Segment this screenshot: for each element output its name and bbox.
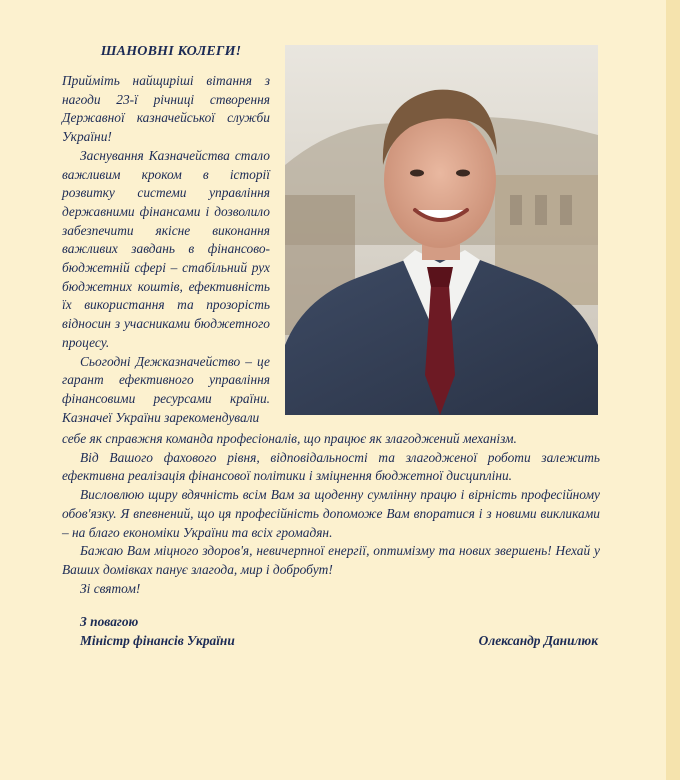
letter-column-text xyxy=(62,72,270,427)
letter-full-text xyxy=(62,430,600,598)
policy-paragraph: Від Вашого фахового рівня, відповідальності та злагодженої роботи залежить ефективна реалізація фінансової політики і зміцнення бюджетної дисципліни. xyxy=(62,449,600,484)
continuation-paragraph: себе як справжня команда професіоналів, що працює як злагоджений механізм. xyxy=(62,431,517,446)
letter-heading: ШАНОВНІ КОЛЕГИ! xyxy=(100,44,242,59)
wishes-paragraph: Бажаю Вам міцного здоров'я, невичерпної енергії, оптимізму та нових звершень! Нехай у Ваших домівках панує злагода, мир і добробут! xyxy=(62,543,600,577)
gratitude-paragraph: Висловлюю щиру вдячність всім Вам за щоденну сумлінну працю і вірність професійному обов'язку. Я впевнений, що ця професійність допоможе Вам впоратися і з новими викликами – на благо економіки України та всіх громадян. xyxy=(62,487,600,540)
page-edge xyxy=(666,0,680,780)
holiday-line: Зі святом! xyxy=(80,580,141,596)
regards-line: З повагою xyxy=(80,614,139,629)
position-line: Міністр фінансів України xyxy=(80,633,235,648)
guarantor-paragraph: Сьогодні Дежказначейство – це гарант ефективного управління фінансовими ресурсами країни. Казначеї України зарекомендували xyxy=(62,353,270,425)
treasury-paragraph: Заснування Казначейства стало важливим кроком в історії розвитку системи управління державними фінансами і дозволило забезпечити якісне виконання важливих завдань в фінансово-бюджетній сфері – стабільний рух бюджетних коштів, ефективність їх використання та прозорість відносин з учасниками бюджетного процесу. xyxy=(62,147,270,350)
closing-block xyxy=(80,612,235,650)
greeting-paragraph: Прийміть найщиріші вітання з нагоди 23-ї річниці створення Державної казначейської служби України! xyxy=(62,73,270,145)
signatory-name: Олександр Данилюк xyxy=(478,633,598,648)
portrait-photo xyxy=(285,45,598,415)
